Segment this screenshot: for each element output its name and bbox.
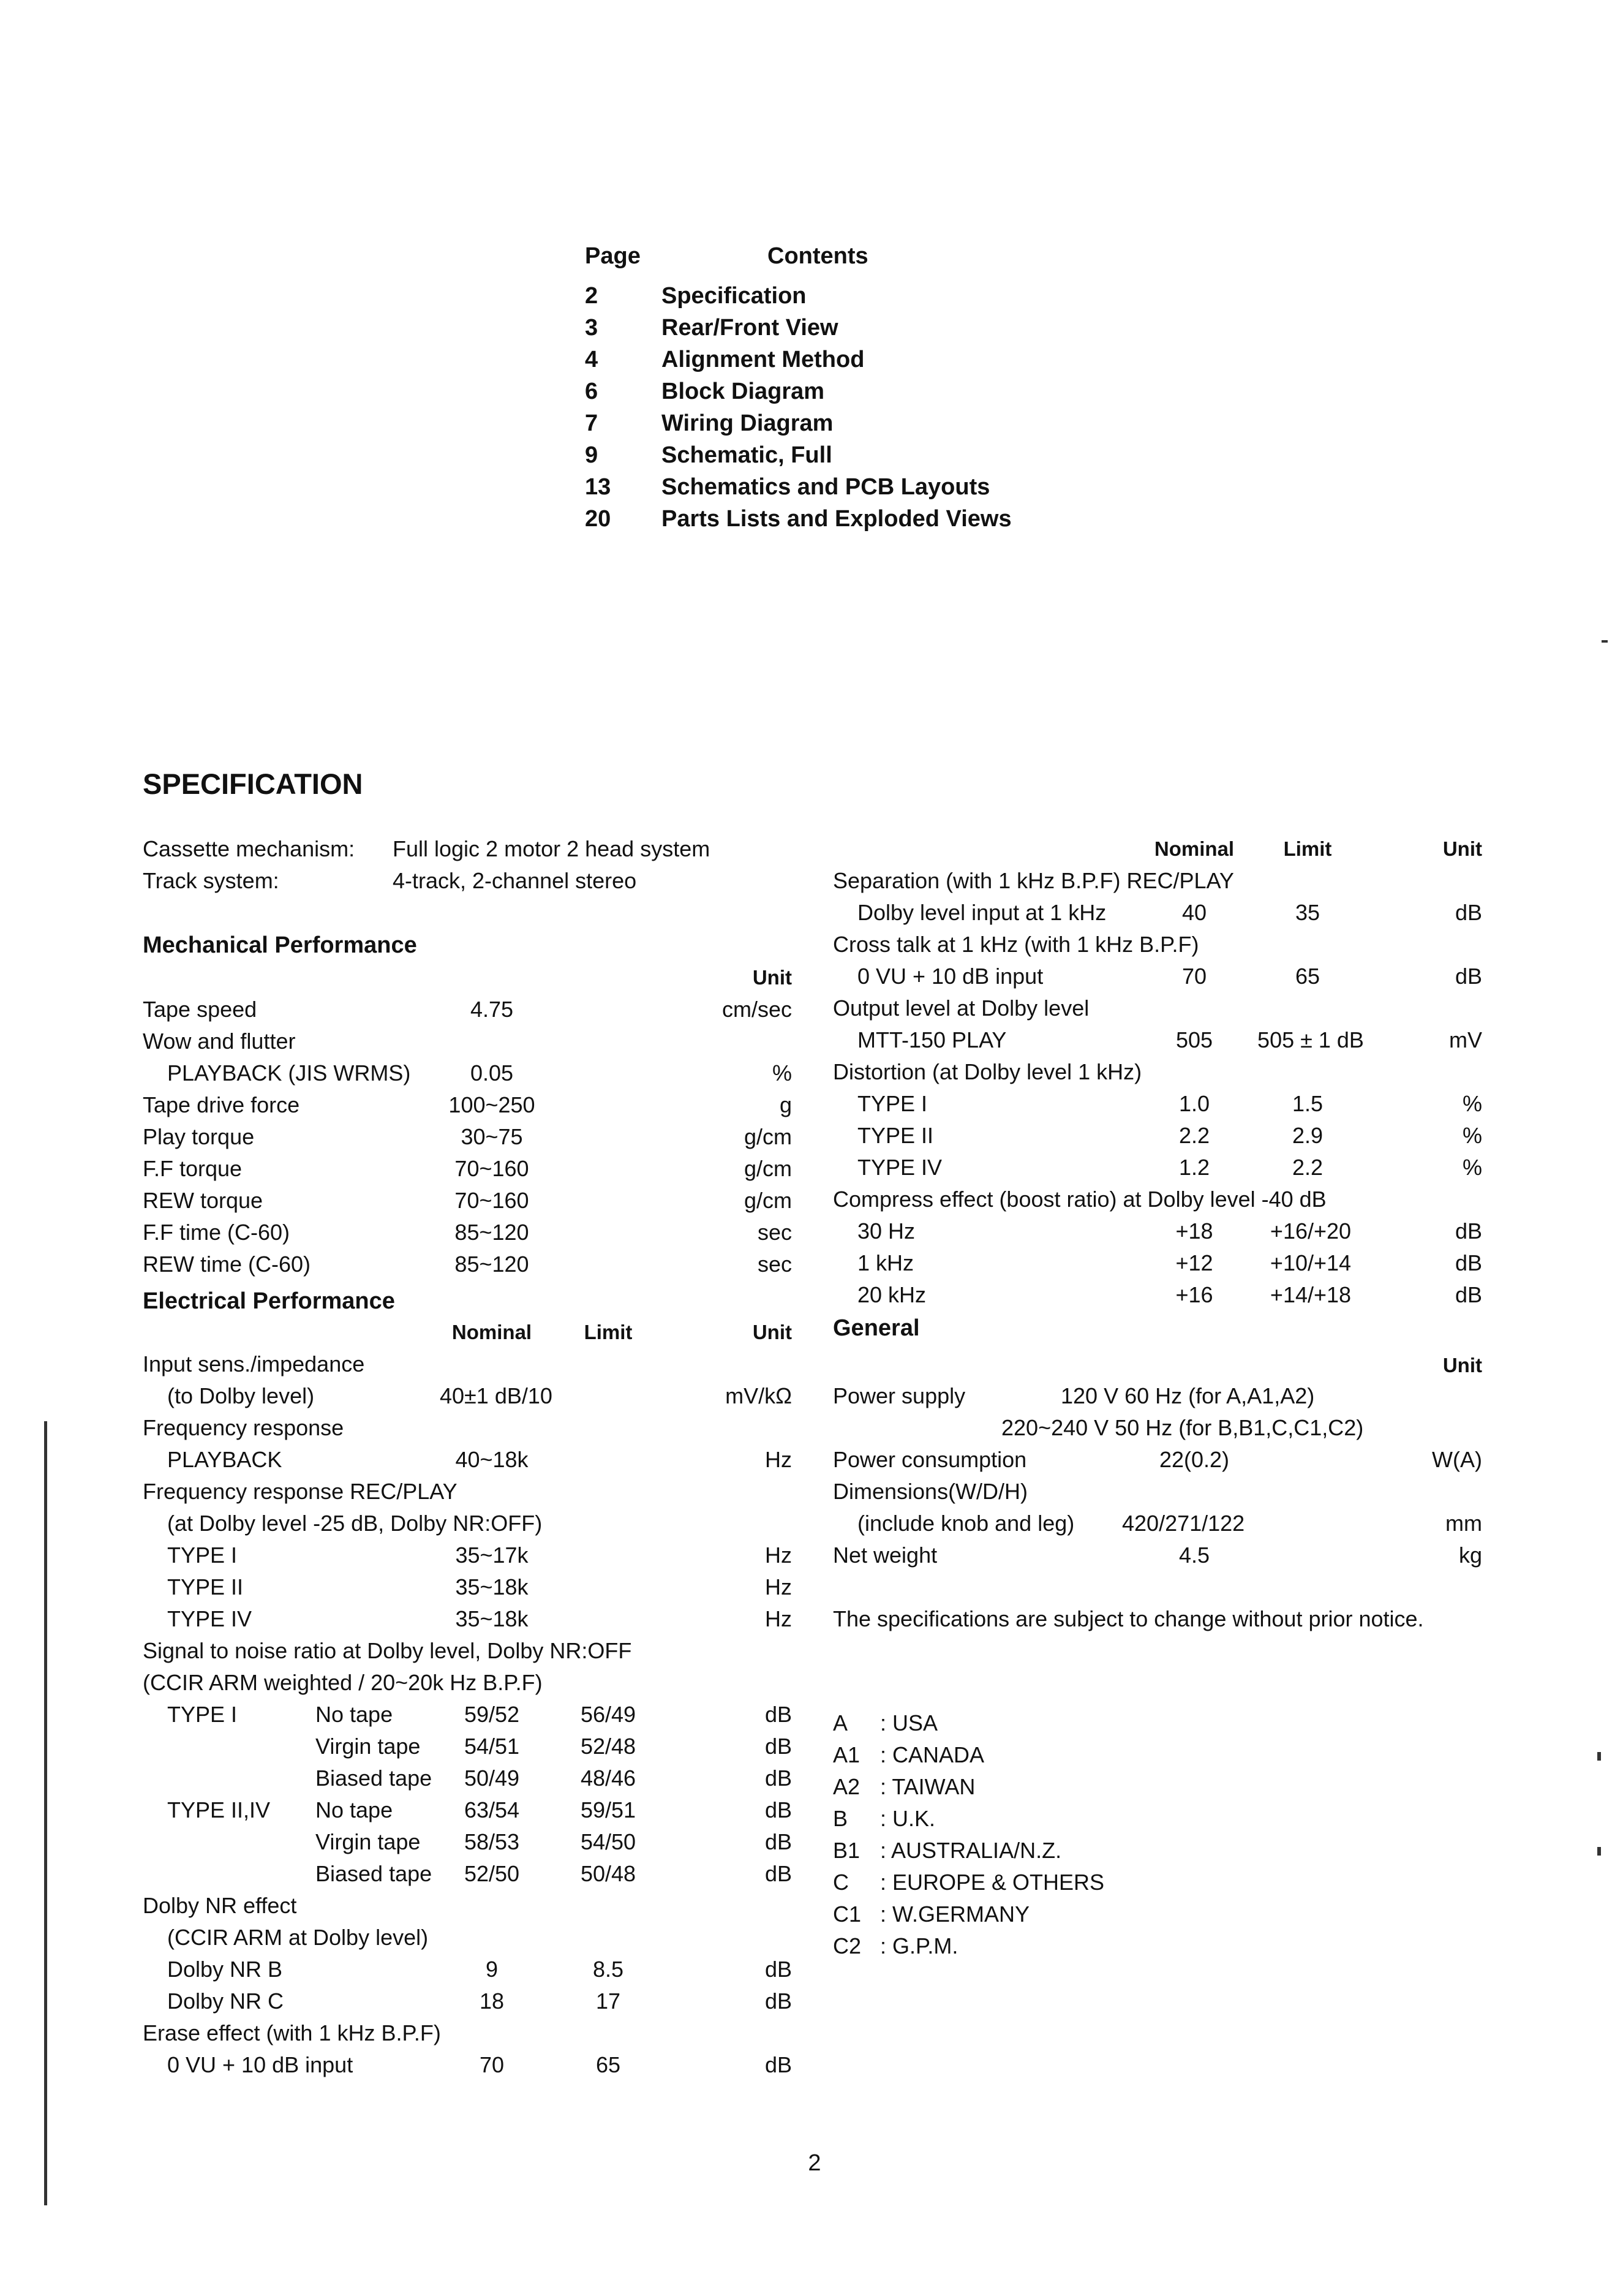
scan-dot: [1597, 1847, 1601, 1856]
right-column-headers: [833, 833, 1482, 865]
distortion-row: [833, 1056, 1482, 1088]
dimensions-unit: mm: [1445, 1511, 1482, 1536]
output-row-label: MTT-150 PLAY: [857, 1027, 1007, 1052]
mech-unit: sec: [757, 1252, 792, 1277]
snr-row: [143, 1794, 792, 1826]
compress-limit: +14/+18: [1270, 1282, 1352, 1307]
freq-type-label: TYPE I: [167, 1543, 238, 1568]
mech-label: F.F torque: [143, 1156, 243, 1181]
contents-item-page: 6: [585, 379, 598, 404]
snr-tape: Virgin tape: [315, 1734, 421, 1759]
freq-type-row: [143, 1571, 792, 1603]
compress-freq-row: [833, 1215, 1482, 1247]
snr-tape: Biased tape: [315, 1765, 432, 1791]
distortion-limit: 2.2: [1292, 1155, 1324, 1180]
contents-item-page: 13: [585, 474, 611, 500]
region-code: C1: [833, 1901, 862, 1927]
region-name: : TAIWAN: [880, 1774, 976, 1799]
mech-value: 100~250: [448, 1092, 535, 1117]
scan-dot: [1602, 640, 1608, 643]
erase-row-label: 0 VU + 10 dB input: [167, 2052, 353, 2077]
freq-type-unit: Hz: [765, 1574, 792, 1599]
contents-item-title: Alignment Method: [661, 347, 865, 372]
contents-item-title: Schematics and PCB Layouts: [661, 474, 990, 500]
region-item: [833, 1835, 1482, 1867]
nr-type-label: Dolby NR C: [167, 1988, 284, 2014]
scan-edge-line: [44, 1421, 47, 2205]
crosstalk-label: Cross talk at 1 kHz (with 1 kHz B.P.F): [833, 932, 1199, 957]
nr-nominal: 9: [485, 1957, 499, 1982]
snr-row: [143, 1731, 792, 1762]
playback-unit: Hz: [765, 1447, 792, 1472]
nr-type-row: [143, 1954, 792, 1985]
input-sens-value: 40±1 dB/10: [440, 1383, 552, 1408]
spec-title: SPECIFICATION: [143, 768, 363, 800]
mech-value: 4.75: [470, 997, 514, 1022]
nr-type-row: [143, 1985, 792, 2017]
compress-nominal: +16: [1175, 1282, 1213, 1307]
unit-header: Unit: [1442, 837, 1482, 860]
nr-row: [143, 1890, 792, 1922]
mech-label: REW torque: [143, 1188, 263, 1213]
snr-tape: Biased tape: [315, 1861, 432, 1886]
region-item: [833, 1867, 1482, 1898]
compress-freq-row: [833, 1279, 1482, 1311]
snr-nominal: 59/52: [464, 1702, 520, 1727]
contents-table: [585, 240, 1075, 546]
distortion-limit: 1.5: [1292, 1091, 1324, 1116]
compress-unit: dB: [1455, 1250, 1482, 1275]
freq-rec-row: [143, 1476, 792, 1508]
mechanical-row: [143, 1089, 792, 1121]
region-item: [833, 1930, 1482, 1962]
playback-row: [143, 1444, 792, 1476]
erase-limit: 65: [595, 2052, 621, 2077]
nr-nominal: 18: [479, 1988, 505, 2014]
contents-item-page: 20: [585, 506, 611, 532]
crosstalk-limit: 65: [1295, 964, 1320, 989]
region-name: : CANADA: [880, 1742, 985, 1767]
electrical-column-headers: [143, 1316, 792, 1348]
input-sens-row: [143, 1348, 792, 1380]
crosstalk-nominal: 70: [1181, 964, 1207, 989]
mech-label: F.F time (C-60): [143, 1220, 290, 1245]
compress-freq-label: 1 kHz: [857, 1250, 914, 1275]
snr-limit: 56/49: [580, 1702, 636, 1727]
freq-label: Frequency response: [143, 1415, 344, 1440]
weight-value: 4.5: [1178, 1543, 1210, 1568]
contents-item-title: Block Diagram: [661, 379, 825, 404]
dimensions-sub: (include knob and leg): [857, 1511, 1075, 1536]
input-sens-value-row: [143, 1380, 792, 1412]
distortion-limit: 2.9: [1292, 1123, 1324, 1148]
mech-label: Tape drive force: [143, 1092, 300, 1117]
mech-label: REW time (C-60): [143, 1252, 311, 1277]
distortion-type-row: [833, 1120, 1482, 1152]
nominal-header: Nominal: [1154, 837, 1235, 860]
power-supply-1: 120 V 60 Hz (for A,A1,A2): [1061, 1383, 1315, 1408]
snr-nominal: 50/49: [464, 1765, 520, 1791]
region-name: : U.K.: [880, 1806, 936, 1831]
distortion-label: Distortion (at Dolby level 1 kHz): [833, 1059, 1142, 1084]
region-name: : W.GERMANY: [880, 1901, 1030, 1927]
power-consumption-value: 22(0.2): [1159, 1447, 1230, 1472]
separation-nominal: 40: [1181, 900, 1207, 925]
mech-unit: %: [772, 1060, 792, 1086]
contents-item-page: 2: [585, 283, 598, 309]
spec-right-column: [833, 833, 1482, 1997]
snr-limit: 59/51: [580, 1797, 636, 1822]
limit-header: Limit: [584, 1321, 633, 1343]
nr-sub-row: [143, 1922, 792, 1954]
mech-label: PLAYBACK (JIS WRMS): [167, 1060, 411, 1086]
compress-limit: +16/+20: [1270, 1218, 1352, 1244]
snr-nominal: 52/50: [464, 1861, 520, 1886]
snr-tape: Virgin tape: [315, 1829, 421, 1854]
separation-unit: dB: [1455, 900, 1482, 925]
crosstalk-unit: dB: [1455, 964, 1482, 989]
track-label: Track system:: [143, 868, 279, 893]
snr-sub-row: [143, 1667, 792, 1699]
erase-nominal: 70: [479, 2052, 505, 2077]
input-sens-unit: mV/kΩ: [725, 1383, 792, 1408]
distortion-nominal: 2.2: [1178, 1123, 1210, 1148]
freq-type-unit: Hz: [765, 1606, 792, 1631]
separation-row-label: Dolby level input at 1 kHz: [857, 900, 1107, 925]
electrical-heading: [143, 1285, 792, 1317]
general-heading-text: General: [833, 1315, 920, 1341]
snr-row: [143, 1826, 792, 1858]
freq-type-value: 35~18k: [455, 1574, 529, 1599]
erase-row: [143, 2017, 792, 2049]
snr-nominal: 58/53: [464, 1829, 520, 1854]
nr-unit: dB: [764, 1988, 792, 2014]
cassette-value: Full logic 2 motor 2 head system: [393, 836, 710, 861]
nr-limit: 8.5: [592, 1957, 624, 1982]
freq-type-row: [143, 1603, 792, 1635]
region-code: A1: [833, 1742, 860, 1767]
erase-label: Erase effect (with 1 kHz B.P.F): [143, 2020, 441, 2045]
limit-header: Limit: [1283, 837, 1332, 860]
crosstalk-value-row: [833, 961, 1482, 992]
region-item: [833, 1898, 1482, 1930]
nominal-header: Nominal: [451, 1321, 532, 1343]
mech-unit: g/cm: [744, 1124, 792, 1149]
contents-item-title: Rear/Front View: [661, 315, 838, 341]
region-code: B1: [833, 1838, 860, 1863]
power-supply-row-2: [833, 1412, 1482, 1444]
mech-value: 70~160: [454, 1156, 529, 1181]
region-name: : EUROPE & OTHERS: [880, 1870, 1105, 1895]
notice-row: [833, 1603, 1482, 1635]
contents-item-page: 7: [585, 410, 598, 436]
region-code: A: [833, 1710, 848, 1735]
cassette-row: [143, 833, 792, 865]
dimensions-value-row: [833, 1508, 1482, 1539]
freq-type-label: TYPE II: [167, 1574, 244, 1599]
compress-limit: +10/+14: [1270, 1250, 1352, 1275]
mechanical-row: [143, 1153, 792, 1185]
snr-limit: 52/48: [580, 1734, 636, 1759]
region-item: [833, 1771, 1482, 1803]
dimensions-label: Dimensions(W/D/H): [833, 1479, 1028, 1504]
snr-unit: dB: [764, 1734, 792, 1759]
separation-label: Separation (with 1 kHz B.P.F) REC/PLAY: [833, 868, 1234, 893]
weight-row: [833, 1539, 1482, 1571]
mech-value: 70~160: [454, 1188, 529, 1213]
track-row: [143, 865, 792, 897]
distortion-unit: %: [1462, 1091, 1482, 1116]
scan-dot: [1597, 1752, 1601, 1761]
mechanical-unit-header: [143, 962, 792, 994]
unit-header: Unit: [752, 966, 792, 989]
region-item: [833, 1739, 1482, 1771]
mech-label: Play torque: [143, 1124, 255, 1149]
output-limit: 505 ± 1 dB: [1257, 1027, 1364, 1052]
mechanical-row: [143, 1057, 792, 1089]
region-name: : G.P.M.: [880, 1933, 958, 1958]
crosstalk-row: [833, 929, 1482, 961]
region-code: C: [833, 1870, 849, 1895]
freq-type-unit: Hz: [765, 1543, 792, 1568]
snr-tape: No tape: [315, 1702, 393, 1727]
nr-label: Dolby NR effect: [143, 1893, 297, 1918]
nr-sub: (CCIR ARM at Dolby level): [167, 1925, 429, 1950]
erase-value-row: [143, 2049, 792, 2081]
distortion-type-row: [833, 1152, 1482, 1184]
page-number: 2: [808, 2150, 821, 2176]
snr-nominal: 63/54: [464, 1797, 520, 1822]
distortion-type-row: [833, 1088, 1482, 1120]
region-item: [833, 1803, 1482, 1835]
mech-value: 30~75: [461, 1124, 523, 1149]
mechanical-row: [143, 1248, 792, 1280]
mech-unit: g/cm: [744, 1188, 792, 1213]
output-value-row: [833, 1024, 1482, 1056]
compress-unit: dB: [1455, 1218, 1482, 1244]
freq-rec-sub: (at Dolby level -25 dB, Dolby NR:OFF): [167, 1511, 543, 1536]
power-consumption-row: [833, 1444, 1482, 1476]
distortion-unit: %: [1462, 1155, 1482, 1180]
freq-type-label: TYPE IV: [167, 1606, 252, 1631]
track-value: 4-track, 2-channel stereo: [393, 868, 637, 893]
distortion-type-label: TYPE IV: [857, 1155, 943, 1180]
snr-unit: dB: [764, 1702, 792, 1727]
mechanical-row: [143, 1121, 792, 1153]
dimensions-value: 420/271/122: [1122, 1511, 1245, 1536]
contents-item-page: 4: [585, 347, 598, 372]
general-heading: [833, 1312, 1482, 1344]
separation-limit: 35: [1295, 900, 1320, 925]
compress-unit: dB: [1455, 1282, 1482, 1307]
electrical-heading-text: Electrical Performance: [143, 1288, 395, 1314]
snr-row: [143, 1858, 792, 1890]
region-item: [833, 1707, 1482, 1739]
mech-label: Tape speed: [143, 997, 257, 1022]
contents-item-title: Wiring Diagram: [661, 410, 834, 436]
snr-type: TYPE I: [167, 1702, 238, 1727]
freq-rec-sub-row: [143, 1508, 792, 1539]
dimensions-row: [833, 1476, 1482, 1508]
contents-item-title: Specification: [661, 283, 807, 309]
snr-unit: dB: [764, 1765, 792, 1791]
weight-label: Net weight: [833, 1543, 938, 1568]
mechanical-row: [143, 994, 792, 1025]
input-sens-sub: (to Dolby level): [167, 1383, 315, 1408]
freq-type-value: 35~17k: [455, 1543, 529, 1568]
power-consumption-unit: W(A): [1432, 1447, 1482, 1472]
nr-unit: dB: [764, 1957, 792, 1982]
contents-item-title: Schematic, Full: [661, 442, 832, 468]
mech-value: 85~120: [454, 1220, 529, 1245]
compress-freq-row: [833, 1247, 1482, 1279]
distortion-type-label: TYPE I: [857, 1091, 928, 1116]
snr-unit: dB: [764, 1861, 792, 1886]
contents-item-page: 9: [585, 442, 598, 468]
freq-rec-label: Frequency response REC/PLAY: [143, 1479, 458, 1504]
erase-unit: dB: [764, 2052, 792, 2077]
freq-row: [143, 1412, 792, 1444]
contents-item-page: 3: [585, 315, 598, 341]
compress-freq-label: 30 Hz: [857, 1218, 916, 1244]
cassette-label: Cassette mechanism:: [143, 836, 355, 861]
input-sens-label: Input sens./impedance: [143, 1351, 365, 1376]
mech-unit: cm/sec: [721, 997, 792, 1022]
compress-freq-label: 20 kHz: [857, 1282, 927, 1307]
distortion-unit: %: [1462, 1123, 1482, 1148]
power-supply-label: Power supply: [833, 1383, 966, 1408]
distortion-nominal: 1.2: [1178, 1155, 1210, 1180]
snr-row: [143, 1635, 792, 1667]
snr-limit: 50/48: [580, 1861, 636, 1886]
mech-value: 85~120: [454, 1252, 529, 1277]
region-name: : USA: [880, 1710, 938, 1735]
contents-item-title: Parts Lists and Exploded Views: [661, 506, 1012, 532]
output-nominal: 505: [1175, 1027, 1213, 1052]
snr-row: [143, 1762, 792, 1794]
power-consumption-label: Power consumption: [833, 1447, 1027, 1472]
general-unit-header: [833, 1350, 1482, 1381]
mech-value: 0.05: [470, 1060, 514, 1086]
snr-sub: (CCIR ARM weighted / 20~20k Hz B.P.F): [143, 1670, 543, 1695]
snr-unit: dB: [764, 1797, 792, 1822]
region-name: : AUSTRALIA/N.Z.: [880, 1838, 1062, 1863]
snr-row: [143, 1699, 792, 1731]
unit-header: Unit: [752, 1321, 792, 1343]
region-code: C2: [833, 1933, 862, 1958]
freq-type-value: 35~18k: [455, 1606, 529, 1631]
mechanical-row: [143, 1185, 792, 1217]
contents-header-contents: Contents: [767, 243, 868, 269]
crosstalk-row-label: 0 VU + 10 dB input: [857, 964, 1044, 989]
snr-nominal: 54/51: [464, 1734, 520, 1759]
freq-type-row: [143, 1539, 792, 1571]
weight-unit: kg: [1458, 1543, 1482, 1568]
notice-text: The specifications are subject to change without prior notice.: [833, 1606, 1424, 1631]
compress-nominal: +18: [1175, 1218, 1213, 1244]
mech-label: Wow and flutter: [143, 1029, 296, 1054]
snr-label: Signal to noise ratio at Dolby level, Dolby NR:OFF: [143, 1638, 632, 1663]
mechanical-row: [143, 1217, 792, 1248]
spec-left-column: [143, 833, 792, 2120]
mech-unit: sec: [757, 1220, 792, 1245]
snr-limit: 48/46: [580, 1765, 636, 1791]
contents-header-page: Page: [585, 243, 641, 269]
output-row: [833, 992, 1482, 1024]
snr-type: TYPE II,IV: [167, 1797, 271, 1822]
compress-label: Compress effect (boost ratio) at Dolby level -40 dB: [833, 1187, 1327, 1212]
separation-row: [833, 865, 1482, 897]
snr-limit: 54/50: [580, 1829, 636, 1854]
playback-label: PLAYBACK: [167, 1447, 282, 1472]
snr-tape: No tape: [315, 1797, 393, 1822]
mechanical-row: [143, 1025, 792, 1057]
region-code: B: [833, 1806, 848, 1831]
mechanical-heading: [143, 929, 792, 961]
playback-value: 40~18k: [455, 1447, 529, 1472]
mech-unit: g/cm: [744, 1156, 792, 1181]
mech-unit: g: [779, 1092, 792, 1117]
separation-value-row: [833, 897, 1482, 929]
compress-row: [833, 1184, 1482, 1215]
output-label: Output level at Dolby level: [833, 995, 1090, 1021]
power-supply-2: 220~240 V 50 Hz (for B,B1,C,C1,C2): [1001, 1415, 1364, 1440]
distortion-type-label: TYPE II: [857, 1123, 934, 1148]
power-supply-row: [833, 1380, 1482, 1412]
mechanical-heading-text: Mechanical Performance: [143, 932, 417, 958]
distortion-nominal: 1.0: [1178, 1091, 1210, 1116]
unit-header: Unit: [1442, 1354, 1482, 1376]
output-unit: mV: [1449, 1027, 1482, 1052]
snr-unit: dB: [764, 1829, 792, 1854]
region-code: A2: [833, 1774, 860, 1799]
nr-type-label: Dolby NR B: [167, 1957, 283, 1982]
nr-limit: 17: [595, 1988, 621, 2014]
compress-nominal: +12: [1175, 1250, 1213, 1275]
